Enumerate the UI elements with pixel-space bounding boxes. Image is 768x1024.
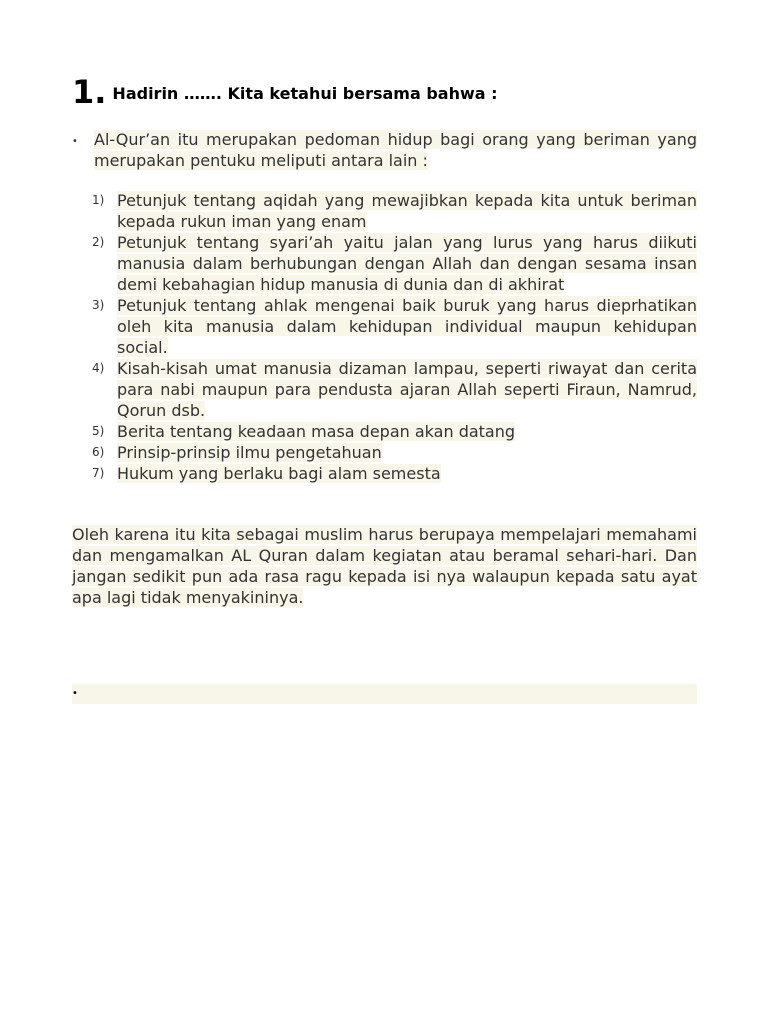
list-item-text: Hukum yang berlaku bagi alam semesta xyxy=(117,464,441,483)
heading-text: Hadirin ……. Kita ketahui bersama bahwa : xyxy=(112,84,498,103)
list-item xyxy=(92,358,697,421)
heading-number: 1. xyxy=(72,73,107,111)
list-item-marker: 2) xyxy=(92,235,105,249)
list-item-marker: 4) xyxy=(92,361,105,375)
list-item-text: Prinsip-prinsip ilmu pengetahuan xyxy=(117,443,382,462)
list-item xyxy=(92,463,697,484)
list-item-text: Petunjuk tentang aqidah yang mewajibkan kepada kita untuk beriman kepada rukun iman yang enam xyxy=(117,191,697,231)
list-item-marker: 7) xyxy=(92,466,105,480)
list-item xyxy=(92,442,697,463)
list-item-text: Berita tentang keadaan masa depan akan datang xyxy=(117,422,516,441)
bullet-text: Al-Qur’an itu merupakan pedoman hidup bagi orang yang beriman yang merupakan pentuku meliputi antara lain : xyxy=(94,130,697,170)
bullet-marker: • xyxy=(72,136,78,147)
list-item xyxy=(92,232,697,295)
list-item-text: Petunjuk tentang ahlak mengenai baik buruk yang harus dieprhatikan oleh kita manusia dalam kehidupan individual maupun kehidupan social. xyxy=(117,296,697,357)
list-item-text: Petunjuk tentang syari’ah yaitu jalan yang lurus yang harus diikuti manusia dalam berhubungan dengan Allah dan dengan sesama insan demi kebahagian hidup manusia di dunia dan di akhirat xyxy=(117,233,697,294)
list-item xyxy=(92,190,697,232)
list-item-marker: 3) xyxy=(92,298,105,312)
list-item-marker: 5) xyxy=(92,424,105,438)
list-item xyxy=(92,421,697,442)
numbered-list xyxy=(92,190,697,484)
empty-bullet-marker: • xyxy=(72,688,78,699)
list-item xyxy=(92,295,697,358)
empty-bullet-line xyxy=(72,684,697,704)
list-item-marker: 6) xyxy=(92,445,105,459)
list-item-text: Kisah-kisah umat manusia dizaman lampau, seperti riwayat dan cerita para nabi maupun para pendusta ajaran Allah seperti Firaun, Namrud, Qorun dsb. xyxy=(117,359,697,420)
section-heading xyxy=(72,74,498,110)
list-item-marker: 1) xyxy=(92,193,105,207)
closing-paragraph: Oleh karena itu kita sebagai muslim harus berupaya mempelajari memahami dan mengamalkan AL Quran dalam kegiatan atau beramal sehari-hari. Dan jangan sedikit pun ada rasa ragu kepada isi nya walaupun kepada satu ayat apa lagi tidak menyakininya. xyxy=(72,525,697,607)
